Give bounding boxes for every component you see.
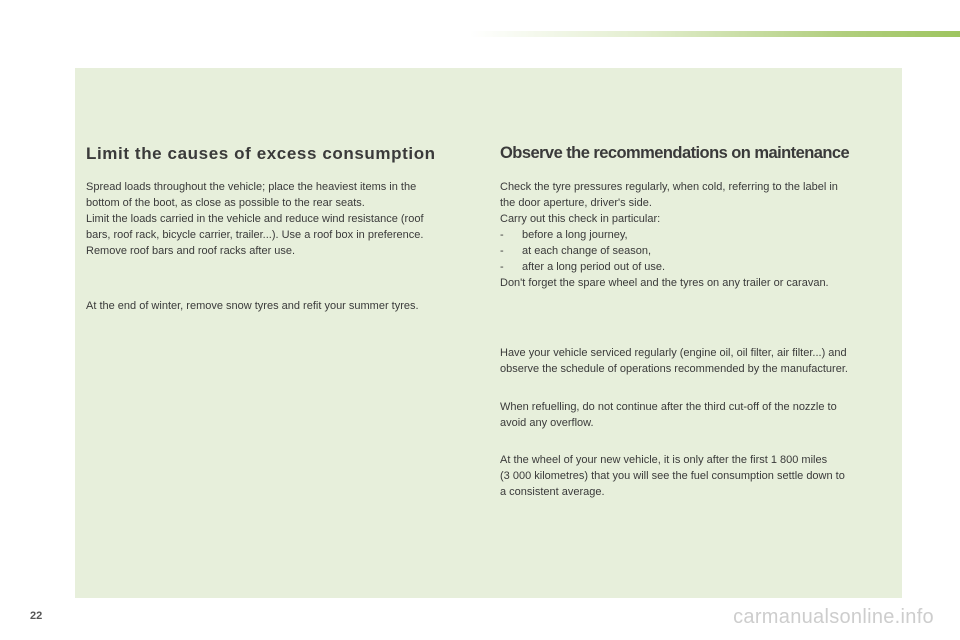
text-line: a consistent average. (500, 486, 605, 498)
watermark: carmanualsonline.info (733, 606, 934, 628)
text-line: Have your vehicle serviced regularly (engine oil, oil filter, air filter...) and (500, 347, 847, 359)
list-item-text: at each change of season, (522, 245, 652, 257)
left-heading: Limit the causes of excess consumption (86, 144, 436, 163)
text-line: At the wheel of your new vehicle, it is only after the first 1 800 miles (500, 454, 828, 466)
content-panel (75, 68, 902, 598)
text-line: avoid any overflow. (500, 417, 594, 429)
text-line: Limit the loads carried in the vehicle and reduce wind resistance (roof (86, 213, 424, 225)
text-line: Remove roof bars and roof racks after use. (86, 245, 296, 257)
text-line: the door aperture, driver's side. (500, 197, 652, 209)
right-heading: Observe the recommendations on maintenance (500, 144, 850, 162)
list-item (500, 259, 895, 275)
text-line: observe the schedule of operations recommended by the manufacturer. (500, 363, 848, 375)
list-item (500, 227, 895, 243)
text-line: bottom of the boot, as close as possible to the rear seats. (86, 197, 365, 209)
load-advice-paragraph (86, 179, 471, 259)
new-vehicle-paragraph (500, 452, 895, 500)
bullet-dash: - (500, 261, 504, 273)
list-item-text: after a long period out of use. (522, 261, 666, 273)
list-item (500, 243, 895, 259)
text-line: Check the tyre pressures regularly, when cold, referring to the label in (500, 181, 838, 193)
tyre-pressure-paragraph (500, 179, 895, 291)
list-item-text: before a long journey, (522, 229, 628, 241)
refuelling-paragraph (500, 399, 895, 431)
servicing-paragraph (500, 345, 895, 377)
text-line: When refuelling, do not continue after the third cut-off of the nozzle to (500, 401, 837, 413)
header-accent-bar (470, 31, 960, 37)
bullet-dash: - (500, 245, 504, 257)
text-line: bars, roof rack, bicycle carrier, trailer...). Use a roof box in preference. (86, 229, 424, 241)
winter-tyres-paragraph (86, 298, 471, 314)
text-line: At the end of winter, remove snow tyres and refit your summer tyres. (86, 300, 419, 312)
text-line: Carry out this check in particular: (500, 213, 661, 225)
page-number: 22 (30, 610, 43, 622)
text-line: Don't forget the spare wheel and the tyres on any trailer or caravan. (500, 277, 829, 289)
text-line: Spread loads throughout the vehicle; place the heaviest items in the (86, 181, 417, 193)
text-line: (3 000 kilometres) that you will see the fuel consumption settle down to (500, 470, 845, 482)
bullet-dash: - (500, 229, 504, 241)
